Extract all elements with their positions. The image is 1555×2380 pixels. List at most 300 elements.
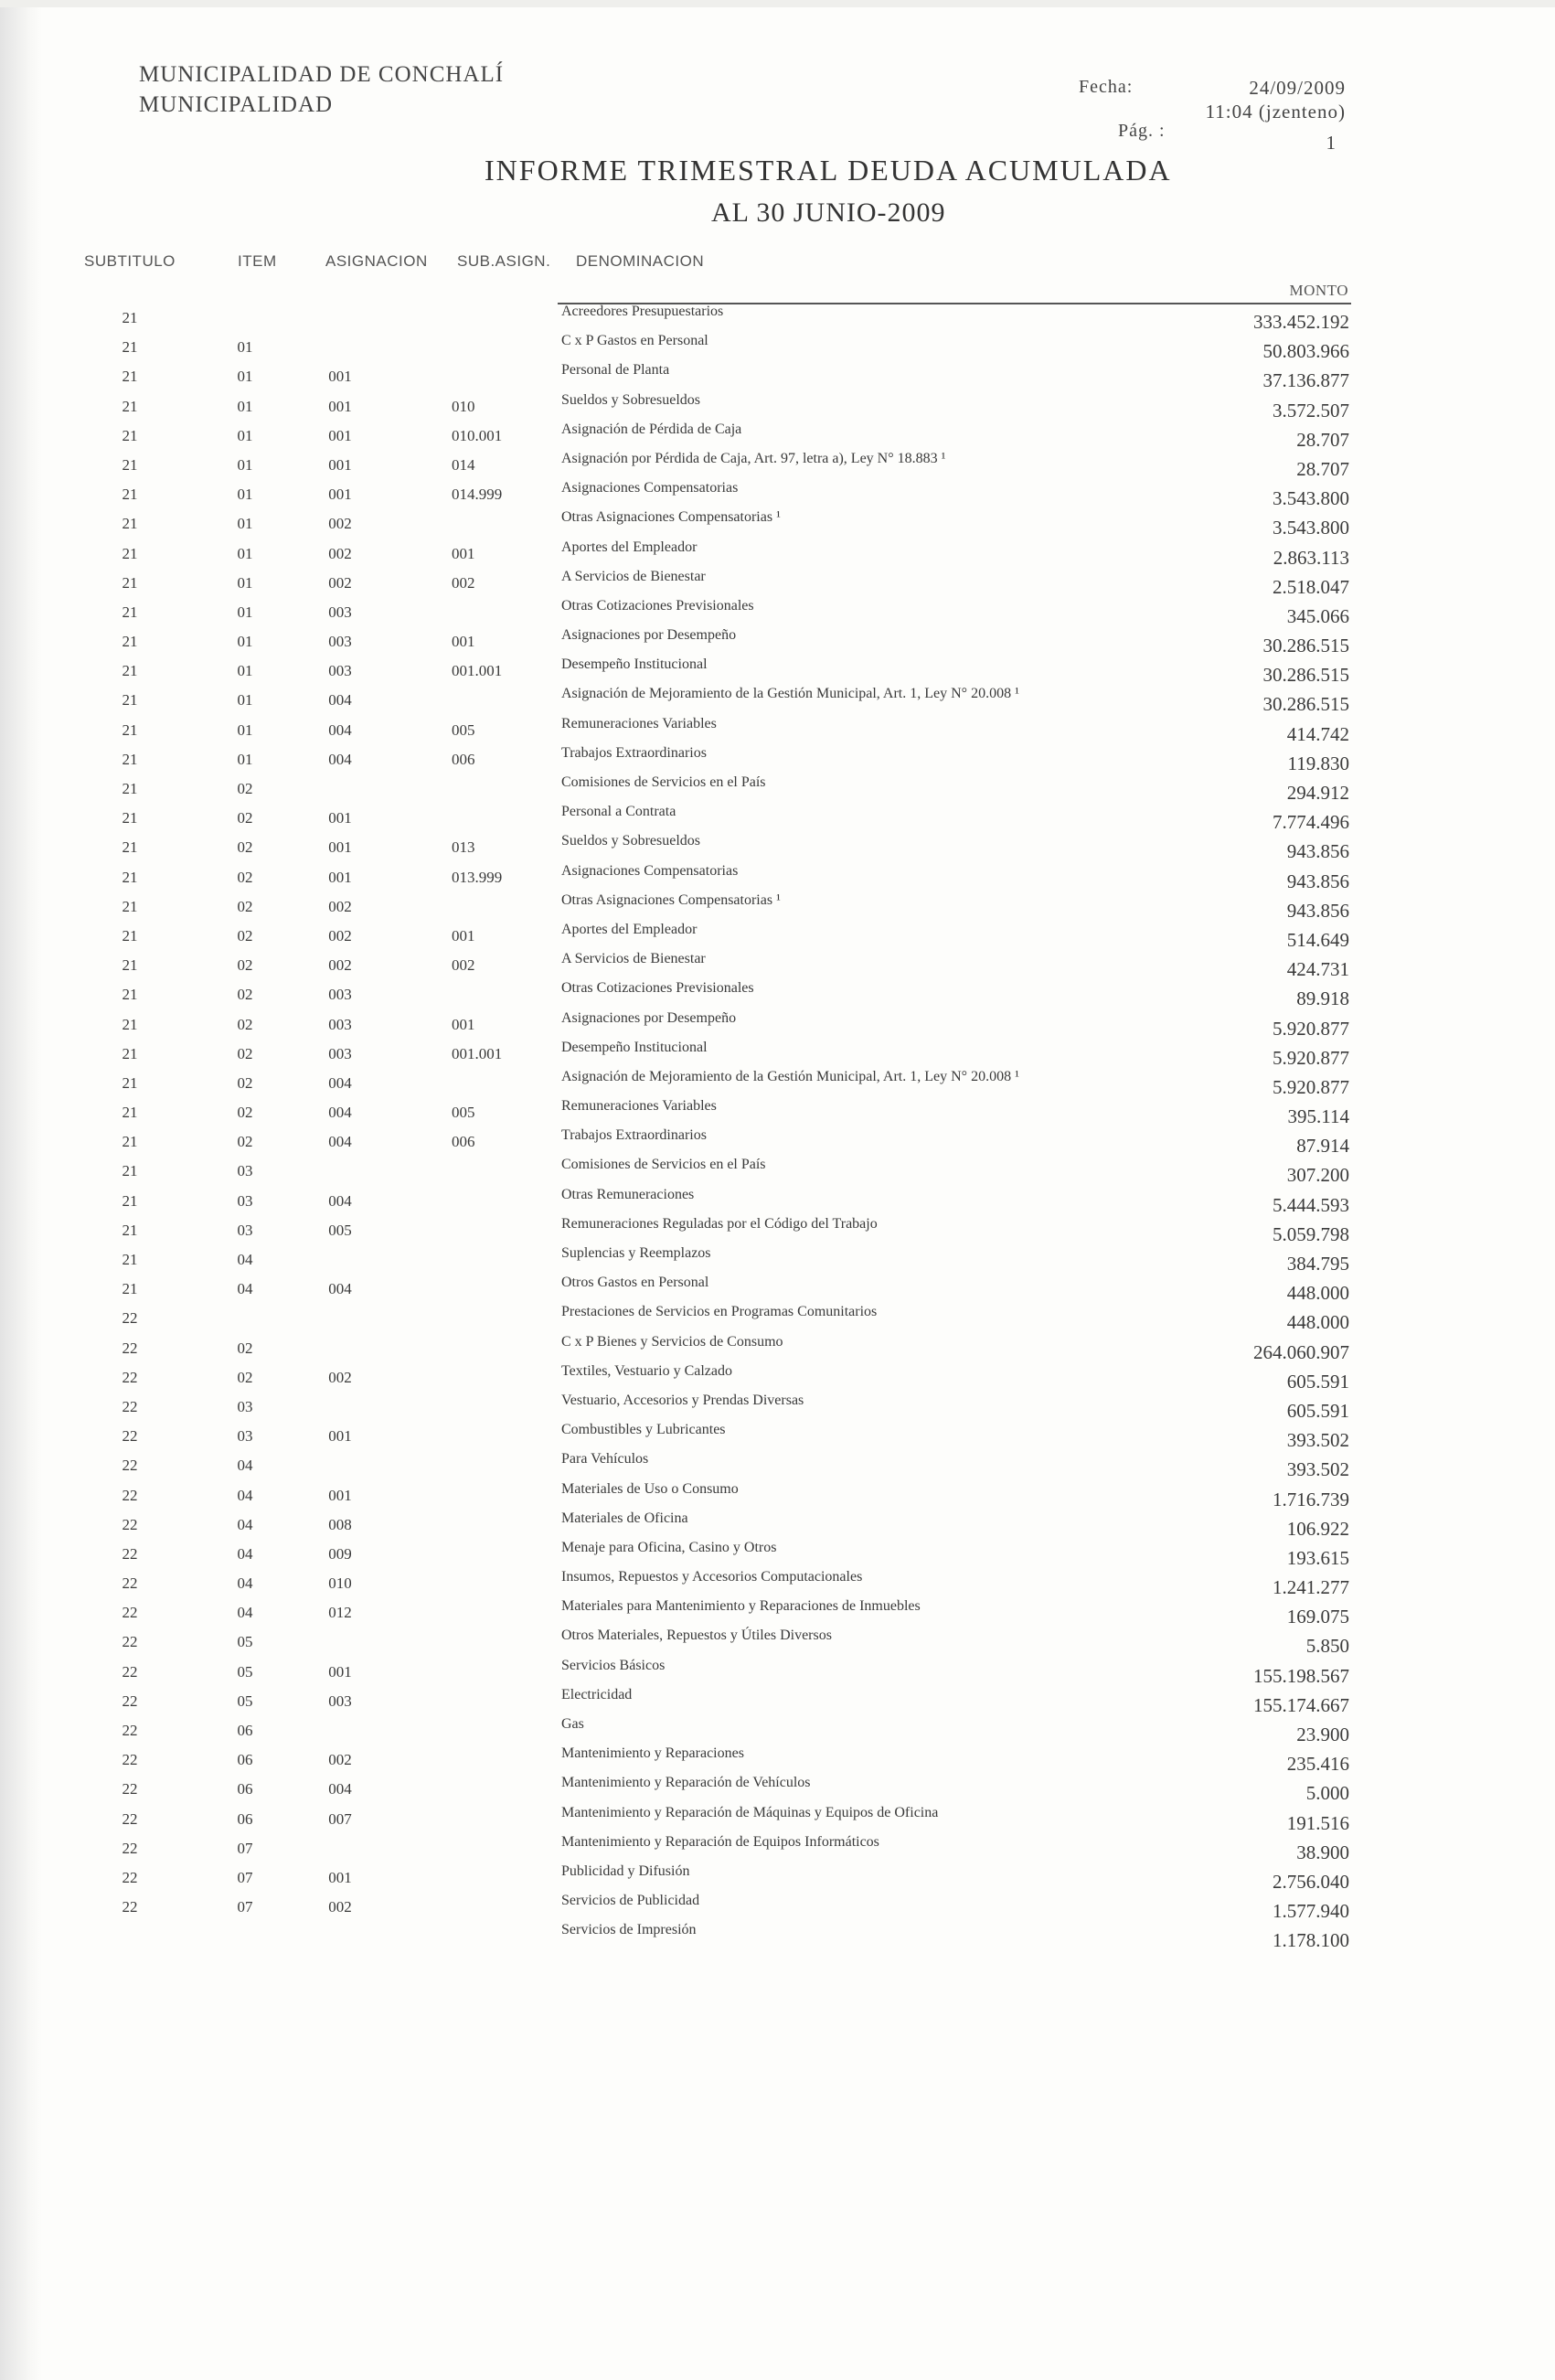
cell-denominacion: C x P Gastos en Personal (561, 333, 708, 349)
cell-monto: 3.543.800 (1273, 517, 1349, 539)
cell-asignacion: 002 (328, 897, 352, 915)
cell-monto: 38.900 (1296, 1841, 1349, 1863)
cell-item: 04 (237, 1280, 253, 1298)
cell-monto: 393.502 (1286, 1429, 1349, 1452)
cell-monto: 5.920.877 (1273, 1075, 1349, 1098)
cell-subtitulo: 22 (122, 1692, 138, 1710)
cell-denominacion: Mantenimiento y Reparación de Máquinas y Equipos de Oficina (561, 1804, 939, 1820)
cell-item: 03 (237, 1397, 253, 1415)
cell-denominacion: Asignación de Mejoramiento de la Gestión Municipal, Art. 1, Ley N° 20.008 ¹ (561, 1068, 1019, 1084)
table-row (0, 1510, 1555, 1545)
table-row (0, 891, 1555, 927)
table-row (0, 450, 1555, 486)
cell-item: 01 (237, 515, 253, 533)
page-number: 1 (1326, 132, 1337, 154)
cell-asignacion: 001 (328, 838, 352, 857)
cell-monto: 5.850 (1305, 1635, 1349, 1658)
cell-denominacion: Servicios de Impresión (561, 1922, 697, 1938)
cell-item: 03 (237, 1221, 253, 1239)
cell-denominacion: Combustibles y Lubricantes (561, 1422, 726, 1438)
cell-denominacion: Asignación por Pérdida de Caja, Art. 97, letra a), Ley N° 18.883 ¹ (561, 450, 946, 466)
cell-monto: 605.591 (1286, 1370, 1349, 1393)
cell-subasign: 001.001 (452, 662, 503, 680)
table-row (0, 1245, 1555, 1280)
cell-monto: 235.416 (1286, 1753, 1349, 1776)
cell-denominacion: Aportes del Empleador (561, 921, 698, 937)
table-row (0, 744, 1555, 780)
cell-item: 02 (237, 1015, 253, 1033)
cell-asignacion: 001 (328, 397, 352, 415)
cell-asignacion: 002 (328, 1898, 352, 1916)
cell-asignacion: 008 (328, 1515, 352, 1533)
cell-item: 01 (237, 573, 253, 592)
cell-item: 03 (237, 1162, 253, 1180)
cell-denominacion: Remuneraciones Variables (561, 715, 717, 731)
cell-asignacion: 002 (328, 544, 352, 562)
cell-denominacion: Otros Gastos en Personal (561, 1275, 709, 1291)
cell-subtitulo: 22 (122, 1457, 138, 1475)
cell-denominacion: Vestuario, Accesorios y Prendas Diversas (561, 1392, 804, 1408)
fecha-value: 24/09/2009 (1249, 77, 1346, 99)
table-row (0, 1333, 1555, 1369)
cell-denominacion: Menaje para Oficina, Casino y Otros (561, 1539, 777, 1555)
cell-monto: 5.920.877 (1273, 1046, 1349, 1069)
cell-monto: 28.707 (1296, 457, 1349, 480)
cell-denominacion: Textiles, Vestuario y Calzado (561, 1362, 732, 1379)
cell-item: 03 (237, 1191, 253, 1210)
cell-monto: 2.863.113 (1273, 546, 1349, 569)
cell-asignacion: 004 (328, 750, 352, 768)
table-row (0, 1716, 1555, 1751)
cell-subasign: 001 (452, 1015, 475, 1033)
table-row (0, 833, 1555, 868)
cell-item: 02 (237, 956, 253, 975)
cell-subtitulo: 22 (122, 1544, 138, 1563)
cell-asignacion: 007 (328, 1809, 352, 1828)
cell-monto: 5.059.798 (1273, 1222, 1349, 1245)
cell-subtitulo: 21 (122, 573, 138, 592)
cell-monto: 307.200 (1286, 1164, 1349, 1187)
cell-subtitulo: 22 (122, 1751, 138, 1769)
cell-item: 01 (237, 397, 253, 415)
cell-subtitulo: 21 (122, 1191, 138, 1210)
cell-subtitulo: 21 (122, 838, 138, 857)
cell-asignacion: 004 (328, 691, 352, 710)
cell-item: 01 (237, 662, 253, 680)
cell-item: 04 (237, 1457, 253, 1475)
cell-subtitulo: 21 (122, 544, 138, 562)
cell-subtitulo: 21 (122, 633, 138, 651)
cell-item: 06 (237, 1751, 253, 1769)
cell-subtitulo: 22 (122, 1809, 138, 1828)
cell-subtitulo: 21 (122, 809, 138, 827)
cell-subasign: 010.001 (452, 426, 503, 444)
cell-subtitulo: 22 (122, 1868, 138, 1886)
cell-subtitulo: 21 (122, 1015, 138, 1033)
org-name: MUNICIPALIDAD DE CONCHALÍ (139, 62, 505, 87)
cell-denominacion: Sueldos y Sobresueldos (561, 391, 700, 408)
cell-asignacion: 004 (328, 1280, 352, 1298)
cell-monto: 345.066 (1286, 604, 1349, 627)
cell-denominacion: Sueldos y Sobresueldos (561, 833, 700, 849)
cell-asignacion: 002 (328, 573, 352, 592)
cell-item: 01 (237, 720, 253, 739)
cell-denominacion: Publicidad y Difusión (561, 1862, 690, 1879)
table-row (0, 1893, 1555, 1927)
cell-subtitulo: 21 (122, 986, 138, 1004)
cell-monto: 89.918 (1296, 987, 1349, 1010)
cell-item: 03 (237, 1427, 253, 1446)
cell-denominacion: Suplencias y Reemplazos (561, 1245, 711, 1261)
col-header-monto: MONTO (1289, 282, 1348, 299)
cell-monto: 23.900 (1296, 1724, 1349, 1745)
cell-subasign: 002 (452, 573, 475, 592)
cell-item: 02 (237, 868, 253, 886)
cell-item: 05 (237, 1692, 253, 1710)
cell-asignacion: 001 (328, 809, 352, 827)
table-row (0, 1922, 1555, 1957)
cell-denominacion: Otros Materiales, Repuestos y Útiles Diversos (561, 1628, 832, 1644)
cell-subtitulo: 21 (122, 1221, 138, 1239)
cell-monto: 943.856 (1286, 840, 1349, 863)
cell-denominacion: Otras Remuneraciones (561, 1186, 695, 1202)
cell-subtitulo: 21 (122, 1251, 138, 1268)
cell-item: 02 (237, 780, 253, 797)
table-row (0, 1157, 1555, 1191)
cell-asignacion: 003 (328, 1692, 352, 1710)
cell-subtitulo: 22 (122, 1574, 138, 1593)
cell-monto: 30.286.515 (1262, 693, 1349, 716)
table-row (0, 627, 1555, 662)
cell-item: 01 (237, 544, 253, 562)
table-row (0, 1628, 1555, 1662)
table-row (0, 804, 1555, 838)
cell-asignacion: 001 (328, 1868, 352, 1886)
cell-asignacion: 004 (328, 1133, 352, 1151)
cell-subtitulo: 21 (122, 897, 138, 915)
cell-asignacion: 001 (328, 486, 352, 504)
cell-monto: 5.444.593 (1273, 1193, 1349, 1216)
col-header-subtitulo: SUBTITULO (84, 252, 176, 270)
cell-item: 06 (237, 1809, 253, 1828)
cell-subtitulo: 21 (122, 720, 138, 739)
cell-subasign: 001 (452, 544, 475, 562)
cell-item: 01 (237, 426, 253, 444)
cell-subasign: 005 (452, 1104, 475, 1122)
cell-asignacion: 002 (328, 515, 352, 533)
cell-monto: 1.178.100 (1273, 1929, 1349, 1952)
cell-item: 04 (237, 1604, 253, 1622)
fecha-label: Fecha: (1079, 77, 1134, 97)
cell-asignacion: 004 (328, 1104, 352, 1122)
cell-denominacion: Materiales de Oficina (561, 1510, 688, 1526)
cell-denominacion: Aportes del Empleador (561, 539, 698, 555)
cell-denominacion: Desempeño Institucional (561, 1039, 708, 1055)
table-row (0, 391, 1555, 427)
cell-monto: 30.286.515 (1262, 635, 1349, 657)
cell-asignacion: 003 (328, 603, 352, 621)
cell-monto: 2.756.040 (1273, 1870, 1349, 1893)
cell-denominacion: Servicios Básicos (561, 1657, 666, 1673)
cell-asignacion: 003 (328, 986, 352, 1004)
cell-monto: 155.198.567 (1253, 1664, 1349, 1687)
cell-asignacion: 012 (328, 1604, 352, 1622)
cell-item: 02 (237, 1104, 253, 1122)
table-row (0, 980, 1555, 1015)
page-label: Pág. : (1118, 121, 1166, 141)
cell-asignacion: 005 (328, 1221, 352, 1239)
cell-monto: 448.000 (1286, 1311, 1349, 1334)
cell-monto: 1.716.739 (1273, 1488, 1349, 1510)
cell-subtitulo: 21 (122, 1044, 138, 1062)
cell-denominacion: Remuneraciones Reguladas por el Código del Trabajo (561, 1215, 878, 1232)
cell-monto: 30.286.515 (1262, 664, 1349, 687)
cell-item: 01 (237, 368, 253, 386)
cell-subtitulo: 21 (122, 956, 138, 975)
cell-item: 01 (237, 633, 253, 651)
cell-monto: 3.543.800 (1273, 487, 1349, 510)
cell-monto: 393.502 (1286, 1458, 1349, 1481)
cell-subasign: 002 (452, 956, 475, 975)
cell-denominacion: Electricidad (561, 1686, 633, 1702)
cell-monto: 1.577.940 (1273, 1900, 1349, 1923)
cell-asignacion: 003 (328, 1015, 352, 1033)
cell-asignacion: 002 (328, 1751, 352, 1769)
cell-monto: 414.742 (1286, 722, 1349, 745)
cell-denominacion: Asignaciones Compensatorias (561, 480, 739, 496)
cell-monto: 169.075 (1286, 1606, 1349, 1628)
cell-denominacion: Asignación de Mejoramiento de la Gestión Municipal, Art. 1, Ley N° 20.008 ¹ (561, 686, 1019, 702)
cell-subasign: 010 (452, 397, 475, 415)
debt-table (0, 304, 1555, 1958)
cell-monto: 264.060.907 (1253, 1340, 1349, 1363)
cell-denominacion: A Servicios de Bienestar (561, 568, 706, 584)
cell-monto: 50.803.966 (1262, 340, 1349, 363)
cell-asignacion: 004 (328, 1191, 352, 1210)
cell-item: 01 (237, 603, 253, 621)
cell-denominacion: Mantenimiento y Reparación de Equipos Informáticos (561, 1833, 879, 1850)
cell-subtitulo: 21 (122, 1133, 138, 1151)
cell-denominacion: C x P Bienes y Servicios de Consumo (561, 1333, 783, 1350)
cell-monto: 7.774.496 (1273, 811, 1349, 834)
cell-denominacion: Personal a Contrata (561, 804, 676, 820)
cell-subtitulo: 21 (122, 750, 138, 768)
col-header-subasign: SUB.ASIGN. (457, 252, 551, 270)
cell-item: 01 (237, 486, 253, 504)
cell-subtitulo: 22 (122, 1780, 138, 1798)
cell-subtitulo: 22 (122, 1604, 138, 1622)
cell-monto: 5.000 (1305, 1782, 1349, 1805)
cell-item: 02 (237, 1044, 253, 1062)
cell-asignacion: 003 (328, 1044, 352, 1062)
cell-item: 02 (237, 809, 253, 827)
table-row (0, 1068, 1555, 1104)
cell-subtitulo: 21 (122, 1073, 138, 1092)
cell-item: 02 (237, 897, 253, 915)
table-row (0, 597, 1555, 633)
cell-subtitulo: 21 (122, 486, 138, 504)
cell-monto: 119.830 (1287, 752, 1349, 774)
cell-monto: 106.922 (1286, 1517, 1349, 1540)
cell-monto: 424.731 (1286, 958, 1349, 981)
cell-asignacion: 009 (328, 1544, 352, 1563)
cell-subtitulo: 22 (122, 1339, 138, 1357)
table-row (0, 715, 1555, 751)
report-title: INFORME TRIMESTRAL DEUDA ACUMULADA (485, 154, 1172, 187)
cell-subtitulo: 21 (122, 515, 138, 533)
cell-asignacion: 002 (328, 956, 352, 975)
table-row (0, 304, 1555, 338)
table-row (0, 1451, 1555, 1486)
hora-value: 11:04 (jzenteno) (1205, 101, 1346, 123)
cell-asignacion: 001 (328, 1427, 352, 1446)
cell-asignacion: 002 (328, 1368, 352, 1386)
cell-monto: 514.649 (1286, 928, 1349, 951)
table-row (0, 1862, 1555, 1898)
cell-monto: 943.856 (1286, 870, 1349, 892)
cell-denominacion: Comisiones de Servicios en el País (561, 774, 766, 790)
cell-item: 02 (237, 1368, 253, 1386)
cell-subasign: 001.001 (452, 1044, 503, 1062)
cell-subasign: 013.999 (452, 868, 503, 886)
cell-monto: 2.518.047 (1273, 575, 1349, 598)
cell-monto: 193.615 (1286, 1546, 1349, 1569)
cell-item: 01 (237, 691, 253, 710)
table-row (0, 1392, 1555, 1427)
cell-item: 01 (237, 750, 253, 768)
cell-asignacion: 001 (328, 455, 352, 474)
cell-denominacion: A Servicios de Bienestar (561, 951, 706, 967)
table-row (0, 921, 1555, 956)
cell-item: 02 (237, 1133, 253, 1151)
cell-denominacion: Personal de Planta (561, 362, 670, 379)
cell-item: 05 (237, 1662, 253, 1681)
cell-denominacion: Asignaciones Compensatorias (561, 862, 739, 879)
cell-item: 06 (237, 1722, 253, 1739)
cell-subasign: 013 (452, 838, 475, 857)
cell-monto: 395.114 (1287, 1105, 1349, 1128)
cell-denominacion: Prestaciones de Servicios en Programas Comunitarios (561, 1304, 878, 1320)
cell-subasign: 014.999 (452, 486, 503, 504)
cell-item: 04 (237, 1574, 253, 1593)
cell-asignacion: 001 (328, 1662, 352, 1681)
org-unit: MUNICIPALIDAD (139, 92, 334, 117)
cell-monto: 333.452.192 (1253, 311, 1349, 333)
cell-subasign: 001 (452, 633, 475, 651)
cell-subtitulo: 21 (122, 397, 138, 415)
cell-subtitulo: 22 (122, 1898, 138, 1916)
table-row (0, 1833, 1555, 1869)
table-row (0, 1686, 1555, 1722)
table-row (0, 951, 1555, 986)
cell-monto: 448.000 (1286, 1282, 1349, 1305)
cell-asignacion: 001 (328, 426, 352, 444)
cell-denominacion: Remuneraciones Variables (561, 1098, 717, 1115)
cell-denominacion: Mantenimiento y Reparación de Vehículos (561, 1775, 811, 1791)
report-subtitle: AL 30 JUNIO-2009 (711, 197, 946, 228)
cell-subtitulo: 21 (122, 662, 138, 680)
cell-subtitulo: 21 (122, 1104, 138, 1122)
cell-denominacion: Gas (561, 1716, 584, 1732)
col-header-item: ITEM (238, 252, 277, 270)
cell-item: 04 (237, 1486, 253, 1504)
cell-item: 01 (237, 338, 253, 357)
cell-denominacion: Otras Cotizaciones Previsionales (561, 597, 754, 614)
cell-item: 02 (237, 1073, 253, 1092)
cell-subtitulo: 21 (122, 309, 138, 326)
cell-monto: 943.856 (1286, 899, 1349, 922)
cell-subtitulo: 21 (122, 780, 138, 797)
cell-item: 02 (237, 838, 253, 857)
cell-monto: 155.174.667 (1253, 1693, 1349, 1716)
cell-subasign: 005 (452, 720, 475, 739)
cell-asignacion: 001 (328, 1486, 352, 1504)
cell-denominacion: Mantenimiento y Reparaciones (561, 1745, 744, 1762)
cell-subtitulo: 21 (122, 368, 138, 386)
cell-denominacion: Acreedores Presupuestarios (561, 304, 724, 319)
cell-item: 07 (237, 1898, 253, 1916)
cell-item: 06 (237, 1780, 253, 1798)
cell-subtitulo: 21 (122, 926, 138, 945)
table-row (0, 568, 1555, 603)
table-row (0, 1215, 1555, 1251)
cell-monto: 28.707 (1296, 428, 1349, 451)
cell-subtitulo: 22 (122, 1515, 138, 1533)
cell-subasign: 006 (452, 1133, 475, 1151)
cell-subtitulo: 21 (122, 603, 138, 621)
cell-subtitulo: 22 (122, 1309, 138, 1328)
cell-denominacion: Para Vehículos (561, 1451, 649, 1467)
cell-denominacion: Insumos, Repuestos y Accesorios Computacionales (561, 1569, 863, 1585)
cell-item: 07 (237, 1839, 253, 1857)
cell-monto: 3.572.507 (1273, 399, 1349, 422)
cell-denominacion: Otras Asignaciones Compensatorias ¹ (561, 891, 781, 908)
cell-monto: 294.912 (1286, 782, 1349, 804)
cell-subtitulo: 22 (122, 1368, 138, 1386)
table-row (0, 362, 1555, 397)
cell-asignacion: 010 (328, 1574, 352, 1593)
cell-subtitulo: 22 (122, 1633, 138, 1651)
cell-denominacion: Materiales para Mantenimiento y Reparaciones de Inmuebles (561, 1598, 921, 1615)
cell-item: 04 (237, 1251, 253, 1268)
cell-monto: 384.795 (1286, 1253, 1349, 1275)
cell-monto: 1.241.277 (1273, 1576, 1349, 1599)
cell-asignacion: 002 (328, 926, 352, 945)
cell-denominacion: Trabajos Extraordinarios (561, 1127, 707, 1144)
cell-item: 04 (237, 1544, 253, 1563)
col-header-denominacion: DENOMINACION (576, 252, 705, 270)
col-header-asignacion: ASIGNACION (325, 252, 428, 270)
cell-subtitulo: 21 (122, 338, 138, 357)
table-row (0, 539, 1555, 574)
cell-asignacion: 001 (328, 868, 352, 886)
table-row (0, 686, 1555, 720)
cell-item: 07 (237, 1868, 253, 1886)
cell-subtitulo: 21 (122, 868, 138, 886)
cell-monto: 87.914 (1296, 1135, 1349, 1158)
cell-subtitulo: 21 (122, 691, 138, 710)
cell-item: 04 (237, 1515, 253, 1533)
cell-subtitulo: 21 (122, 1280, 138, 1298)
cell-denominacion: Asignaciones por Desempeño (561, 627, 737, 644)
table-row (0, 1127, 1555, 1162)
table-row (0, 1657, 1555, 1692)
cell-item: 05 (237, 1633, 253, 1651)
cell-asignacion: 004 (328, 1073, 352, 1092)
cell-subtitulo: 21 (122, 1162, 138, 1180)
table-row (0, 1009, 1555, 1045)
cell-denominacion: Asignación de Pérdida de Caja (561, 421, 742, 437)
